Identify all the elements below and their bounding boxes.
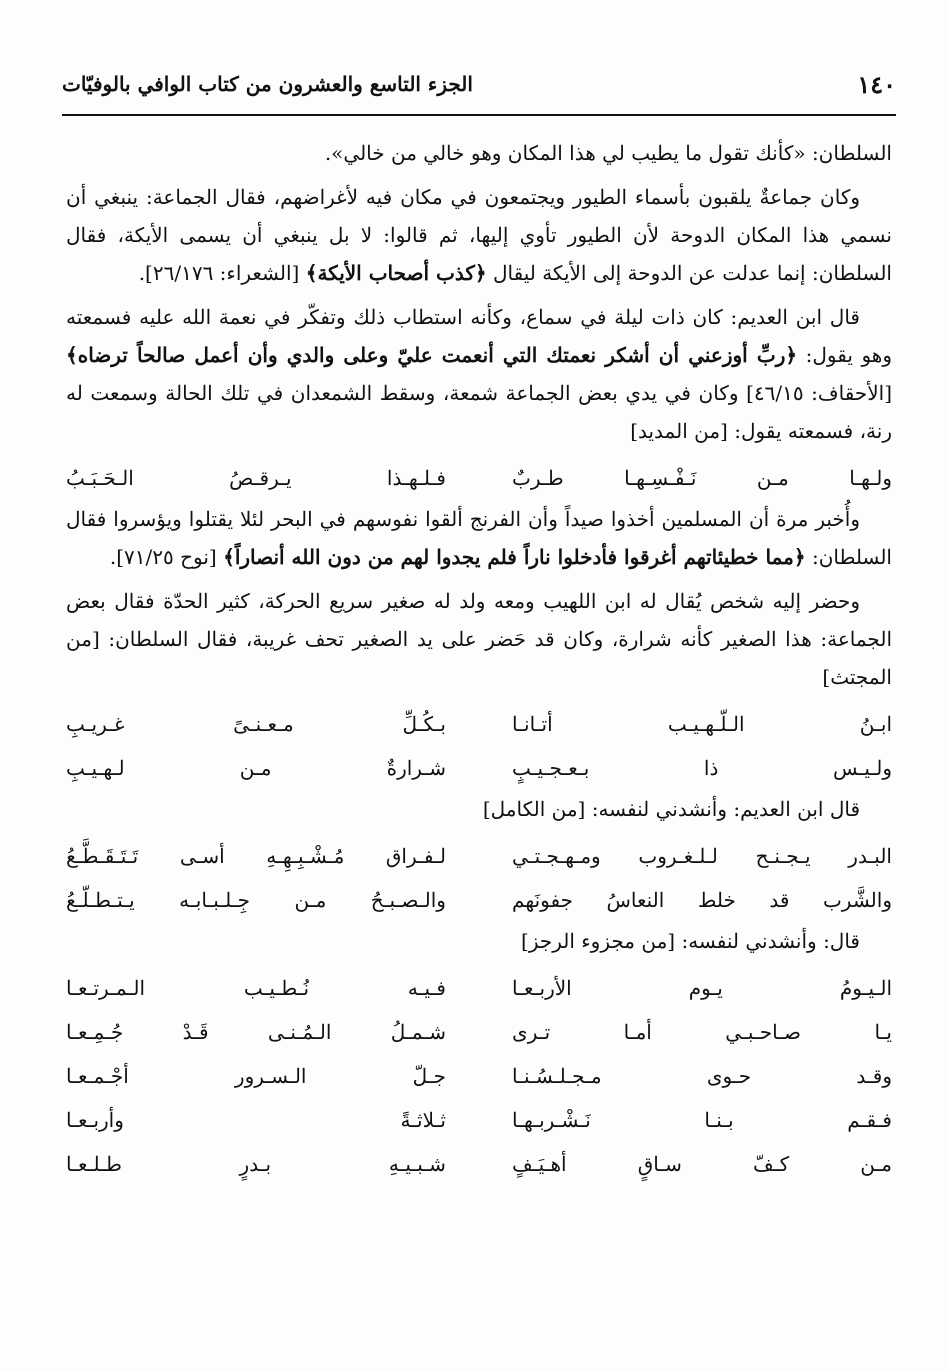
quran-quote: ﴿ربِّ أوزعني أن أشكر نعمتك التي أنعمت عليّ وعلى والدي وأن أعمل صالحاً ترضاه﴾ — [66, 343, 798, 367]
verse-first-hemistich: الـيـومُ يـوم الأربـعـا — [512, 976, 892, 1000]
quran-quote: ﴿مما خطيئاتهم أغرقوا فأدخلوا ناراً فلم يجدوا لهم من دون الله أنصاراً﴾ — [223, 545, 806, 569]
verse-first-hemistich: ولـيـس ذا بـعـجـيـبٍ — [512, 756, 892, 780]
verse-first-hemistich: وقـد حـوى مـجـلـسُـنـا — [512, 1064, 892, 1088]
verse-first-hemistich: ابـنُ الـلّـهـيـب أتـانـا — [512, 712, 892, 736]
paragraph-text: وكان جماعةٌ يلقبون بأسماء الطيور ويجتمعون في مكان فيه لأغراضهم، فقال الجماعة: ينبغي أن نسمي هذا المكان الدوحة لأن الطيور تأوي إليها، ثم قالوا: لا بل ينبغي أن يسمى الأيكة، فقال السلطان: إنما عدلت عن الدوحة إلى الأيكة ليقال — [66, 185, 892, 285]
verse-second-hemistich: فـلـهـذا يـرقـصُ الـحَـبَـبُ — [66, 466, 446, 490]
page-body — [66, 134, 892, 1186]
verse-second-hemistich: شـبـيـهِ بـدرٍ طـلـعـا — [66, 1152, 446, 1176]
verse-line — [66, 966, 892, 1010]
verse-first-hemistich: والشَّرب قد خلط النعاسُ جفونَهم — [512, 888, 892, 912]
paragraph-ibn-adim-sama — [66, 298, 892, 450]
page-number: ١٤٠ — [857, 69, 896, 99]
verse-first-hemistich: فـقـم بـنـا نَـشْـربـهـا — [512, 1108, 892, 1132]
verse-line — [66, 1054, 892, 1098]
paragraph-ibn-al-lahib: وحضر إليه شخص يُقال له ابن اللهيب ومعه ولد له صغير سريع الحركة، كثير الحدّة فقال بعض الجماعة: هذا الصغير كأنه شرارة، وكان قد حَضر على يد الصغير تحف غريبة، فقال السلطان: [من المجتث] — [66, 589, 892, 689]
running-title: الجزء التاسع والعشرون من كتاب الوافي بالوفيّات — [62, 72, 473, 96]
verse-second-hemistich: فـيـه نُـطـيـب الـمـرتـعـا — [66, 976, 446, 1000]
paragraph-rajaz-intro: قال: وأنشدني لنفسه: [من مجزوء الرجز] — [521, 929, 860, 953]
verse-line — [66, 1010, 892, 1054]
verse-first-hemistich: مـن كـفّ سـاقٍ أهـيَـفٍ — [512, 1152, 892, 1176]
verse-line — [66, 746, 892, 790]
verse-second-hemistich: شـمـلُ الـمُـنـى قَـدْ جُـمِـعـا — [66, 1020, 446, 1044]
paragraph-sultan-quote: السلطان: «كأنك تقول ما يطيب لي هذا المكان وهو خالي من خالي». — [324, 141, 892, 165]
verse-second-hemistich: شـرارةٌ مـن لـهـيـبِ — [66, 756, 446, 780]
verse-first-hemistich: ولـهـا مـن نَـفْـسِـهـا طـربٌ — [512, 466, 892, 490]
paragraph-text: قال ابن العديم: كان ذات ليلة في سماع، وكأنه استطاب ذلك وتفكّر في نعمة الله عليه فسمعته وهو يقول: — [66, 305, 892, 367]
verse-second-hemistich: لـفـراق مُـشْـبِـهِـهِ أسـى تَـتَـقَـطَّـعُ — [66, 844, 446, 868]
verse-second-hemistich: ثـلاثـةً وأربـعـا — [66, 1108, 446, 1132]
page-header — [62, 66, 896, 102]
verse-line — [66, 456, 892, 500]
verse-second-hemistich: والـصـبـحُ مـن جِـلـبـابـه يـتـطـلّـعُ — [66, 888, 446, 912]
verse-line — [66, 834, 892, 878]
verse-second-hemistich: بـكُـلِّ مـعـنـىً غـريـبِ — [66, 712, 446, 736]
quran-reference: [الشعراء: ٢٦/١٧٦]. — [138, 261, 306, 285]
paragraph-aykah — [66, 178, 892, 292]
verse-second-hemistich: جـلّ الـسـرور أجْـمـعـا — [66, 1064, 446, 1088]
paragraph-kamil-intro: قال ابن العديم: وأنشدني لنفسه: [من الكامل] — [482, 797, 860, 821]
paragraph-text: وأُخبر مرة أن المسلمين أخذوا صيداً وأن الفرنج ألقوا نفوسهم في البحر لئلا يقتلوا ويؤسروا فقال السلطان: — [66, 507, 892, 569]
quran-reference: [نوح ٧١/٢٥]. — [109, 545, 224, 569]
verse-line — [66, 1142, 892, 1186]
verse-line — [66, 878, 892, 922]
quran-reference: [الأحقاف: ٤٦/١٥] وكان في يدي بعض الجماعة شمعة، وسقط الشمعدان في تلك الحالة وسمعت له رنة، فسمعته يقول: [من المديد] — [66, 381, 892, 443]
verse-first-hemistich: يـا صـاحـبـي أمـا تـرى — [512, 1020, 892, 1044]
header-rule — [62, 114, 896, 116]
verse-line — [66, 1098, 892, 1142]
quran-quote: ﴿كذب أصحاب الأيكة﴾ — [305, 261, 487, 285]
verse-first-hemistich: البـدر يـجـنـح لـلـغـروب ومـهـجـتـي — [512, 844, 892, 868]
verse-line — [66, 702, 892, 746]
paragraph-franks — [66, 500, 892, 576]
